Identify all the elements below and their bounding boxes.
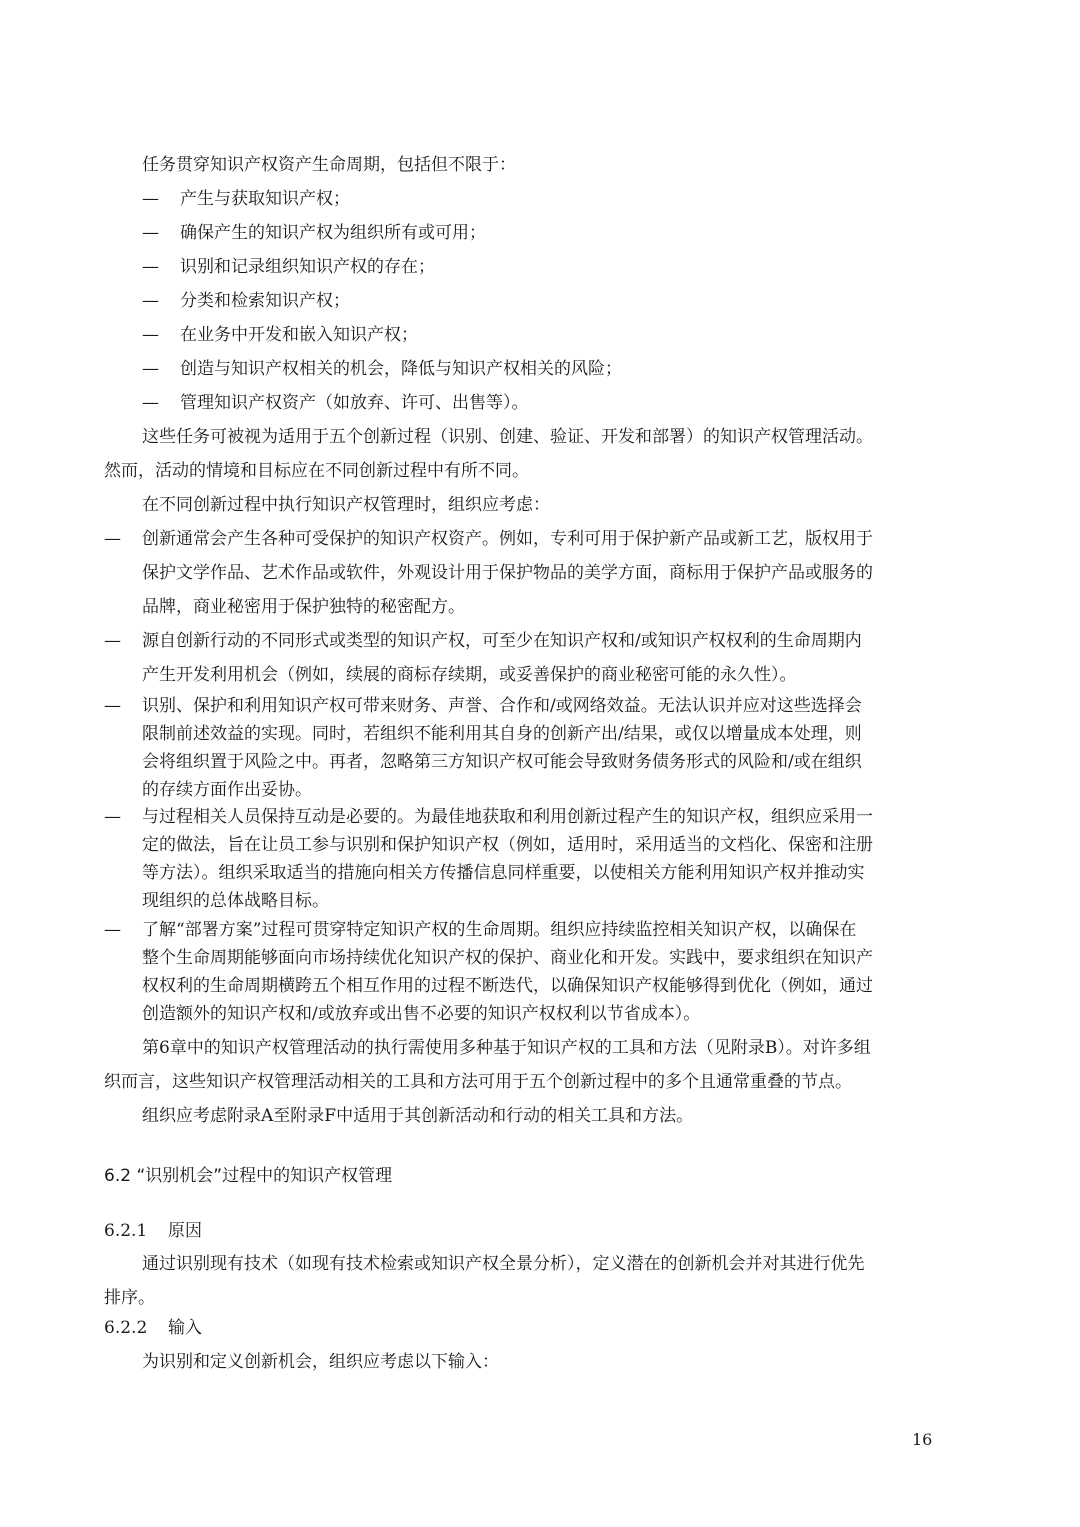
task-text: 确保产生的知识产权为组织所有或可用；	[180, 223, 486, 243]
dash-bullet: —	[104, 807, 121, 827]
paragraph-line: 第6章中的知识产权管理活动的执行需使用多种基于知识产权的工具和方法（见附录B）。对许多组	[142, 1038, 871, 1058]
consideration-line: 识别、保护和利用知识产权可带来财务、声誉、合作和/或网络效益。无法认识并应对这些选择会	[142, 696, 862, 716]
task-text: 创造与知识产权相关的机会，降低与知识产权相关的风险；	[180, 359, 622, 379]
section-title: “识别机会”过程中的知识产权管理	[136, 1166, 393, 1186]
dash-bullet: —	[142, 325, 159, 345]
task-text: 产生与获取知识产权；	[180, 189, 350, 209]
consideration-line: 限制前述效益的实现。同时，若组织不能利用其自身的创新产出/结果，或仅以增量成本处理，则	[142, 724, 862, 744]
consideration-line: 会将组织置于风险之中。再者，忽略第三方知识产权可能会导致财务债务形式的风险和/或在组织	[142, 752, 862, 772]
task-item	[142, 284, 350, 318]
consideration-line: 现组织的总体战略目标。	[142, 891, 329, 911]
paragraph-line: 在不同创新过程中执行知识产权管理时，组织应考虑：	[142, 495, 550, 515]
paragraph-line: 这些任务可被视为适用于五个创新过程（识别、创建、验证、开发和部署）的知识产权管理活动。	[142, 427, 873, 447]
clause-title: 原因	[168, 1221, 202, 1241]
paragraph-line: 通过识别现有技术（如现有技术检索或知识产权全景分析），定义潜在的创新机会并对其进行优先	[142, 1254, 865, 1274]
dash-bullet: —	[142, 189, 159, 209]
paragraph-line: 然而，活动的情境和目标应在不同创新过程中有所不同。	[104, 461, 529, 481]
clause-heading	[104, 1313, 202, 1343]
consideration-line: 的存续方面作出妥协。	[142, 780, 312, 800]
consideration-line: 等方法）。组织采取适当的措施向相关方传播信息同样重要，以使相关方能利用知识产权并推动实	[142, 863, 865, 883]
task-item	[142, 250, 435, 284]
dash-bullet: —	[104, 920, 121, 940]
consideration-line: 创造额外的知识产权和/或放弃或出售不必要的知识产权权利以节省成本）。	[142, 1004, 701, 1024]
dash-bullet: —	[142, 359, 159, 379]
consideration-line: 定的做法，旨在让员工参与识别和保护知识产权（例如，适用时，采用适当的文档化、保密和注册	[142, 835, 873, 855]
intro-paragraph: 任务贯穿知识产权资产生命周期，包括但不限于：	[142, 155, 516, 175]
task-item	[142, 318, 418, 352]
page-number: 16	[912, 1430, 933, 1449]
task-item	[142, 352, 622, 386]
consideration-line: 了解“部署方案”过程可贯穿特定知识产权的生命周期。组织应持续监控相关知识产权，以确保在	[142, 920, 857, 940]
consideration-line: 源自创新行动的不同形式或类型的知识产权，可至少在知识产权和/或知识产权权利的生命周期内	[142, 631, 862, 651]
consideration-line: 创新通常会产生各种可受保护的知识产权资产。例如，专利可用于保护新产品或新工艺，版权用于	[142, 529, 873, 549]
paragraph-line: 组织应考虑附录A至附录F中适用于其创新活动和行动的相关工具和方法。	[142, 1106, 694, 1126]
consideration-line: 权权利的生命周期横跨五个相互作用的过程不断迭代，以确保知识产权能够得到优化（例如，通过	[142, 976, 873, 996]
consideration-line: 产生开发利用机会（例如，续展的商标存续期，或妥善保护的商业秘密可能的永久性）。	[142, 665, 797, 685]
task-text: 识别和记录组织知识产权的存在；	[180, 257, 435, 277]
dash-bullet: —	[142, 223, 159, 243]
task-text: 在业务中开发和嵌入知识产权；	[180, 325, 418, 345]
dash-bullet: —	[142, 291, 159, 311]
consideration-line: 品牌，商业秘密用于保护独特的秘密配方。	[142, 597, 465, 617]
dash-bullet: —	[104, 696, 121, 716]
section-number: 6.2	[104, 1166, 132, 1186]
dash-bullet: —	[104, 631, 121, 651]
dash-bullet: —	[104, 529, 121, 549]
consideration-line: 整个生命周期能够面向市场持续优化知识产权的保护、商业化和开发。实践中，要求组织在知识产	[142, 948, 873, 968]
task-item	[142, 386, 529, 420]
task-text: 分类和检索知识产权；	[180, 291, 350, 311]
clause-heading	[104, 1216, 202, 1246]
clause-number: 6.2.2	[104, 1318, 148, 1338]
consideration-line: 保护文学作品、艺术作品或软件，外观设计用于保护物品的美学方面，商标用于保护产品或服务的	[142, 563, 873, 583]
clause-title: 输入	[168, 1318, 202, 1338]
paragraph-line: 为识别和定义创新机会，组织应考虑以下输入：	[142, 1352, 499, 1372]
section-heading	[104, 1162, 392, 1190]
paragraph-line: 织而言，这些知识产权管理活动相关的工具和方法可用于五个创新过程中的多个且通常重叠的节点。	[104, 1072, 852, 1092]
task-item	[142, 182, 350, 216]
dash-bullet: —	[142, 393, 159, 413]
consideration-line: 与过程相关人员保持互动是必要的。为最佳地获取和利用创新过程产生的知识产权，组织应采用一	[142, 807, 873, 827]
task-item	[142, 216, 486, 250]
paragraph-line: 排序。	[104, 1288, 155, 1308]
dash-bullet: —	[142, 257, 159, 277]
task-text: 管理知识产权资产（如放弃、许可、出售等）。	[180, 393, 529, 413]
clause-number: 6.2.1	[104, 1221, 148, 1241]
